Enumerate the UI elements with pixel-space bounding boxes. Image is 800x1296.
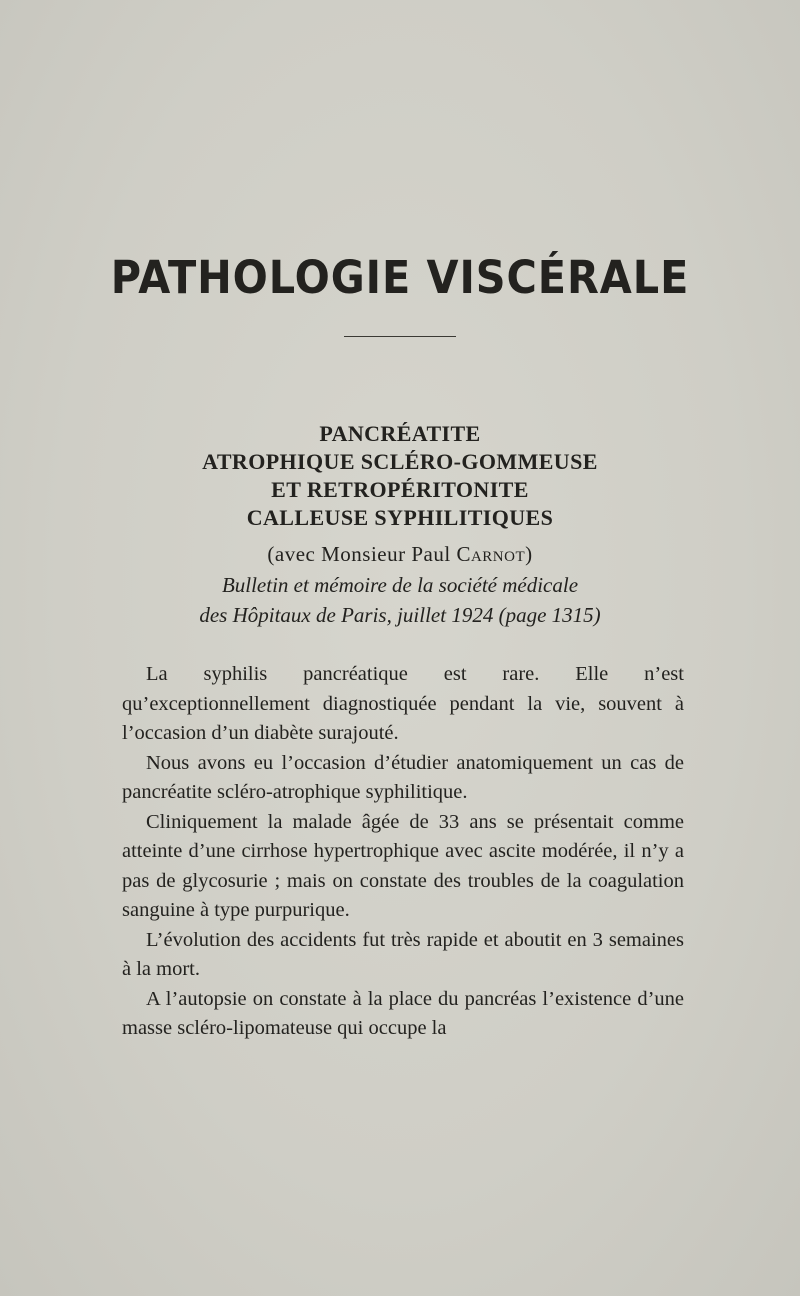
coauthor-prefix: (avec Monsieur Paul — [267, 542, 457, 566]
article-title-line-4: CALLEUSE SYPHILITIQUES — [246, 505, 554, 530]
paragraph: A l’autopsie on constate à la place du pancréas l’existence d’une masse scléro-lipomateuse qui occupe la — [122, 987, 684, 1039]
paragraph: L’évolution des accidents fut très rapide et aboutit en 3 semaines à la mort. — [122, 928, 684, 980]
paragraph: La syphilis pancréatique est rare. Elle n’est qu’exceptionnellement diagnostiquée pendant la vie, souvent à l’occasion d’un diabète surajouté. — [122, 663, 684, 744]
coauthor-suffix: ) — [525, 542, 533, 566]
title-divider — [344, 336, 456, 337]
coauthor-name: Carnot — [456, 542, 526, 566]
article-title-line-1: PANCRÉATITE — [319, 421, 481, 446]
citation-line-2: des Hôpitaux de Paris, juillet 1924 (page 1315) — [199, 603, 601, 627]
section-title: PATHOLOGIE VISCÉRALE — [110, 251, 690, 304]
article-title-line-3: ET RETROPÉRITONITE — [271, 477, 529, 502]
article-title-line-2: ATROPHIQUE SCLÉRO-GOMMEUSE — [202, 449, 598, 474]
body-text — [122, 660, 684, 1044]
citation-line-1: Bulletin et mémoire de la société médicale — [221, 573, 579, 597]
citation — [0, 570, 800, 630]
paragraph: Nous avons eu l’occasion d’étudier anatomiquement un cas de pancréatite scléro-atrophique syphilitique. — [122, 751, 684, 803]
coauthor-line — [0, 542, 800, 567]
article-title — [0, 420, 800, 532]
paragraph: Cliniquement la malade âgée de 33 ans se présentait comme atteinte d’une cirrhose hypertrophique avec ascite modérée, il n’y a pas de glycosurie ; mais on constate des troubles de la coagulation sanguine à type purpurique. — [122, 810, 684, 921]
